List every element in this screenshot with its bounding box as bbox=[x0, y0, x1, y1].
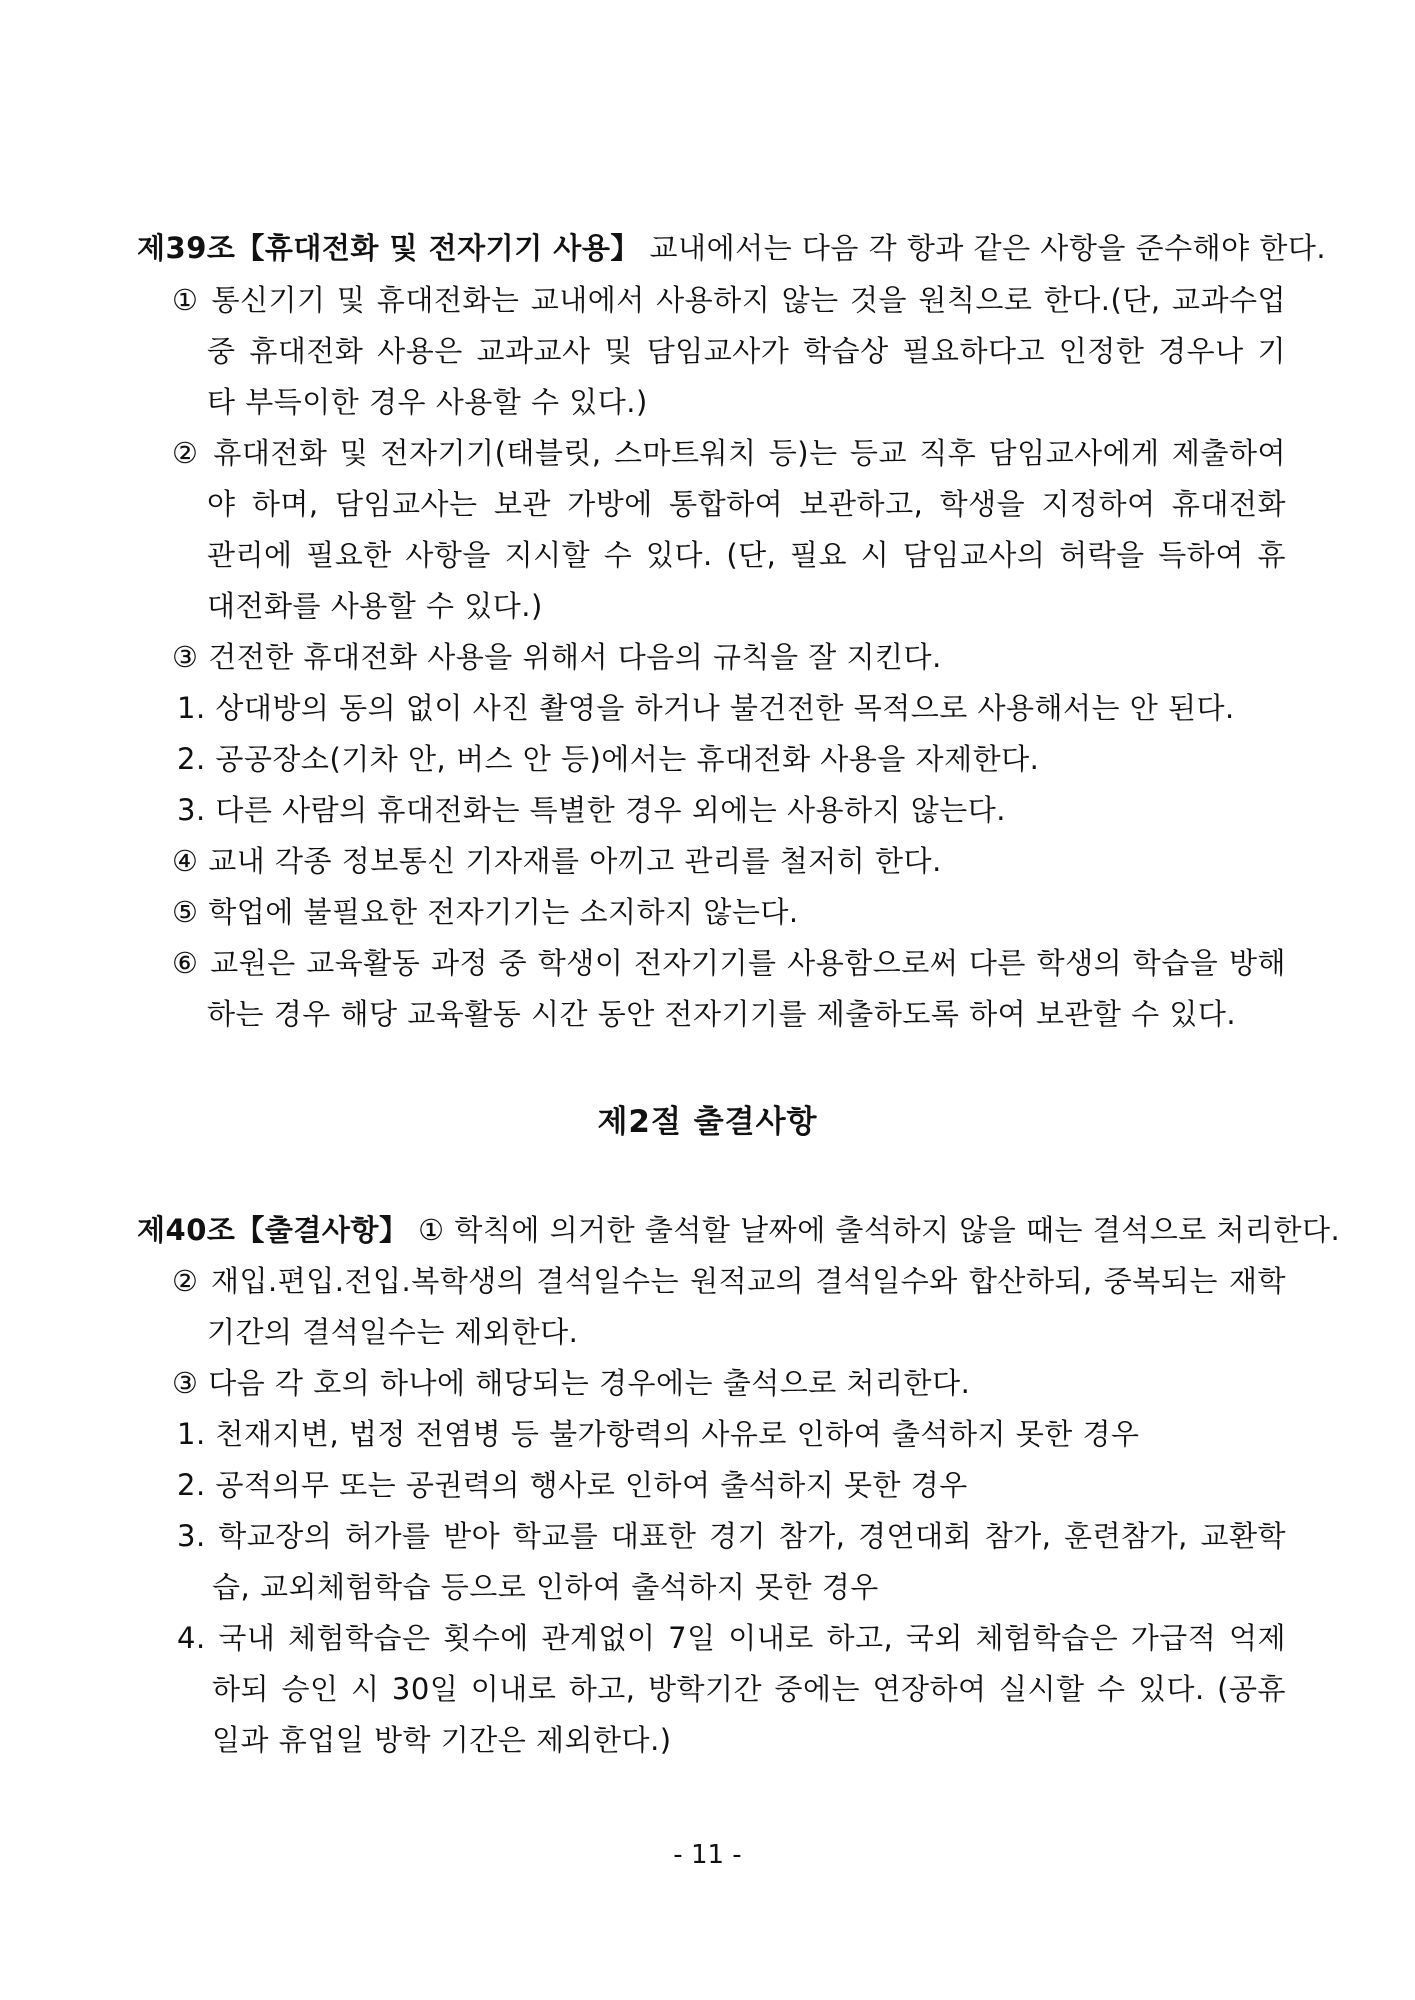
article-39-para-3-item-3: 3. 다른 사람의 휴대전화는 특별한 경우 외에는 사용하지 않는다. bbox=[177, 793, 1006, 827]
article-39-para-2-line-1: ② 휴대전화 및 전자기기(태블릿, 스마트워치 등)는 등교 직후 담임교사에게 제출하여 bbox=[172, 436, 1286, 470]
article-39-lead: 교내에서는 다음 각 항과 같은 사항을 준수해야 한다. bbox=[639, 231, 1327, 265]
article-40-heading bbox=[137, 1210, 1341, 1250]
article-39-para-2-line-2: 야 하며, 담임교사는 보관 가방에 통합하여 보관하고, 학생을 지정하여 휴대전화 bbox=[207, 487, 1286, 521]
article-40-item-3-line-1: 3. 학교장의 허가를 받아 학교를 대표한 경기 참가, 경연대회 참가, 훈련참가, 교환학 bbox=[177, 1519, 1286, 1553]
article-40-para-2-line-1: ② 재입.편입.전입.복학생의 결석일수는 원적교의 결석일수와 합산하되, 중복되는 재학 bbox=[172, 1264, 1286, 1298]
article-40-item-4-line-2: 하되 승인 시 30일 이내로 하고, 방학기간 중에는 연장하여 실시할 수 있다. (공휴 bbox=[212, 1672, 1286, 1706]
article-39-para-1-line-1: ① 통신기기 및 휴대전화는 교내에서 사용하지 않는 것을 원칙으로 한다.(단, 교과수업 bbox=[172, 283, 1286, 317]
article-40-lead: ① 학칙에 의거한 출석할 날짜에 출석하지 않을 때는 결석으로 처리한다. bbox=[408, 1213, 1341, 1247]
article-39-heading bbox=[137, 228, 1327, 268]
article-39-para-2-line-4: 대전화를 사용할 수 있다.) bbox=[207, 589, 543, 623]
article-39-label: 제39조【휴대전화 및 전자기기 사용】 bbox=[137, 231, 640, 265]
article-40-para-2-line-2: 기간의 결석일수는 제외한다. bbox=[207, 1315, 579, 1349]
article-40-label: 제40조【출결사항】 bbox=[137, 1213, 409, 1247]
article-39-para-3-item-1: 1. 상대방의 동의 없이 사진 촬영을 하거나 불건전한 목적으로 사용해서는 안 된다. bbox=[177, 691, 1235, 725]
article-39-para-4: ④ 교내 각종 정보통신 기자재를 아끼고 관리를 철저히 한다. bbox=[172, 844, 942, 878]
article-39-para-2-line-3: 관리에 필요한 사항을 지시할 수 있다. (단, 필요 시 담임교사의 허락을 득하여 휴 bbox=[207, 538, 1286, 572]
article-39-para-6-line-2: 하는 경우 해당 교육활동 시간 동안 전자기기를 제출하도록 하여 보관할 수 있다. bbox=[207, 997, 1237, 1031]
article-39-para-3: ③ 건전한 휴대전화 사용을 위해서 다음의 규칙을 잘 지킨다. bbox=[172, 640, 942, 674]
article-39-para-1-line-3: 타 부득이한 경우 사용할 수 있다.) bbox=[207, 385, 648, 419]
article-40-item-1: 1. 천재지변, 법정 전염병 등 불가항력의 사유로 인하여 출석하지 못한 경우 bbox=[177, 1417, 1140, 1451]
article-39-para-1-line-2: 중 휴대전화 사용은 교과교사 및 담임교사가 학습상 필요하다고 인정한 경우나 기 bbox=[207, 334, 1286, 368]
article-39-para-5: ⑤ 학업에 불필요한 전자기기는 소지하지 않는다. bbox=[172, 895, 799, 929]
article-40-item-4-line-3: 일과 휴업일 방학 기간은 제외한다.) bbox=[212, 1723, 672, 1757]
page-number: - 11 - bbox=[673, 1840, 742, 1870]
article-40-item-3-line-2: 습, 교외체험학습 등으로 인하여 출석하지 못한 경우 bbox=[212, 1570, 879, 1604]
article-40-item-2: 2. 공적의무 또는 공권력의 행사로 인하여 출석하지 못한 경우 bbox=[177, 1468, 968, 1502]
article-39-para-6-line-1: ⑥ 교원은 교육활동 과정 중 학생이 전자기기를 사용함으로써 다른 학생의 학습을 방해 bbox=[172, 946, 1286, 980]
article-39-para-3-item-2: 2. 공공장소(기차 안, 버스 안 등)에서는 휴대전화 사용을 자제한다. bbox=[177, 742, 1040, 776]
article-40-item-4-line-1: 4. 국내 체험학습은 횟수에 관계없이 7일 이내로 하고, 국외 체험학습은 가급적 억제 bbox=[177, 1621, 1286, 1655]
section-title: 제2절 출결사항 bbox=[597, 1104, 818, 1140]
article-40-para-3: ③ 다음 각 호의 하나에 해당되는 경우에는 출석으로 처리한다. bbox=[172, 1366, 971, 1400]
